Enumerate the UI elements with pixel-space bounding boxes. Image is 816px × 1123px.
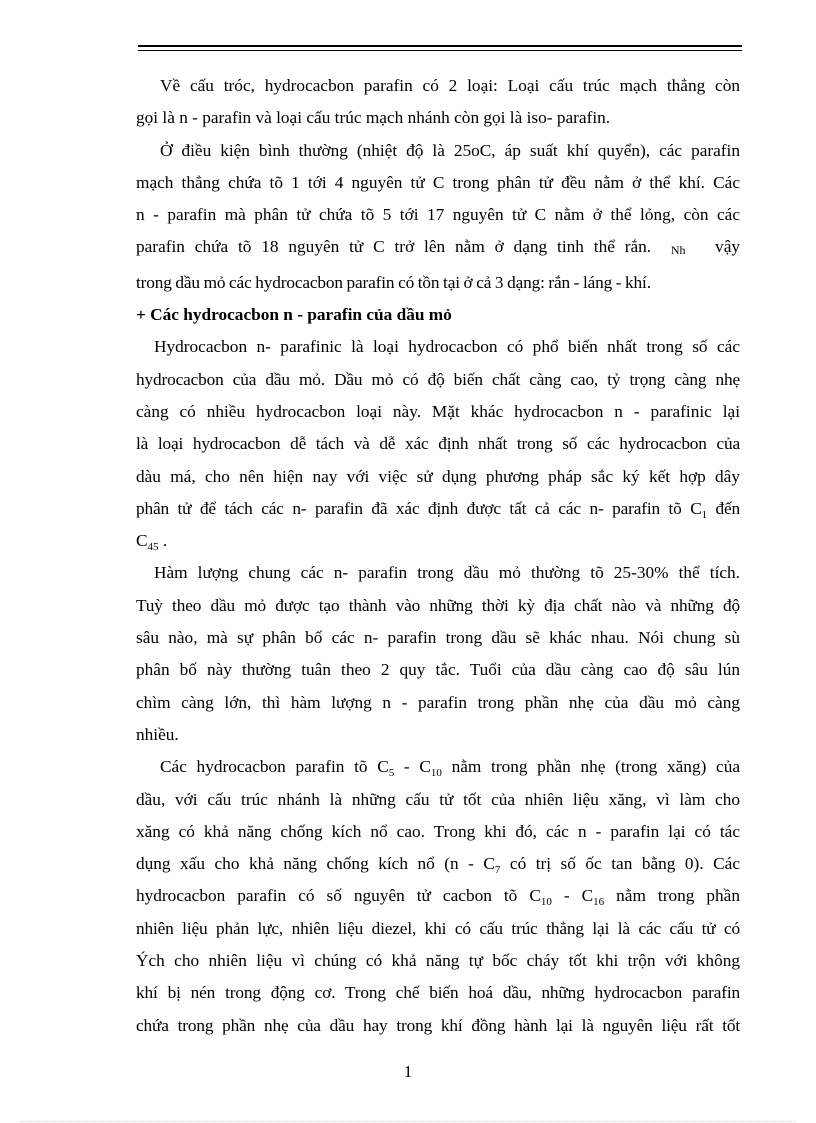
paragraph-line: là loại hydrocacbon dễ tách và dễ xác định nhất trong số các hydrocacbon của bbox=[136, 434, 740, 454]
paragraph-line bbox=[136, 880, 740, 912]
paragraph-line: n - parafin mà phân tử chứa tõ 5 tới 17 nguyên tử C nằm ở thể lỏng, còn các bbox=[136, 205, 740, 225]
text-run: oC, áp suất khí quyển), các parafin bbox=[471, 140, 740, 160]
paragraph-line: gọi là n - parafin và loại cấu trúc mạch nhánh còn gọi là iso- parafin. bbox=[136, 108, 611, 128]
text-run: hydrocacbon parafin có số nguyên tử cacbon tõ C bbox=[136, 886, 541, 906]
paragraph-line bbox=[136, 525, 740, 557]
text-run: - C bbox=[551, 886, 594, 906]
paragraph-line: nhiều. bbox=[136, 724, 179, 744]
subscript: 10 bbox=[430, 767, 442, 780]
paragraph-line: dàu má, cho nên hiện nay với việc sử dụng phương pháp sắc ký kết hợp dây bbox=[136, 466, 740, 486]
paragraph-line: hydrocacbon của dầu mỏ. Dầu mỏ có độ biến chất càng cao, tỷ trọng càng nhẹ bbox=[136, 369, 740, 389]
paragraph-line bbox=[136, 231, 740, 266]
text-run: - C bbox=[394, 757, 431, 777]
subscript: 5 bbox=[388, 767, 395, 780]
text-run: nằm trong phần bbox=[604, 886, 740, 906]
paragraph-line: chứa trong phần nhẹ của dầu hay trong khí đồng hành lại là nguyên liệu rất tốt bbox=[136, 1015, 740, 1035]
paragraph-line: khí bị nén trong động cơ. Trong chế biến hoá dầu, những hydrocacbon parafin bbox=[136, 983, 740, 1003]
subscript: 1 bbox=[701, 508, 707, 521]
paragraph-line: càng có nhiều hydrocacbon loại này. Mặt khác hydrocacbon n - parafinic lại bbox=[136, 401, 740, 421]
subscript: 10 bbox=[540, 896, 552, 909]
paragraph-line: Hydrocacbon n- parafinic là loại hydrocacbon có phổ biến nhất trong số các bbox=[154, 337, 740, 357]
text-run: vậy bbox=[715, 237, 740, 257]
text-run: parafin chứa tõ 18 nguyên tử C trở lên nằm ở dạng tinh thể rắn. bbox=[136, 237, 652, 257]
text-run: nằm trong phần nhẹ (trong xăng) của bbox=[441, 757, 741, 777]
page-body bbox=[136, 70, 740, 1042]
header-rule-thick bbox=[138, 45, 742, 47]
paragraph-line bbox=[136, 493, 740, 525]
text-run: Ở điều kiện bình thường (nhiệt độ là 25 bbox=[160, 140, 472, 160]
paragraph-line: phân bố này thường tuân theo 2 quy tắc. Tuổi của dầu càng cao độ sâu lún bbox=[136, 660, 740, 680]
paragraph-line: Về cấu tróc, hydrocacbon parafin có 2 loại: Loại cấu trúc mạch thẳng còn bbox=[160, 76, 740, 95]
text-run: Nh bbox=[670, 243, 686, 258]
text-run: C bbox=[136, 531, 148, 551]
paragraph-line bbox=[136, 135, 740, 167]
section-heading: + Các hydrocacbon n - parafin của dầu mỏ bbox=[136, 305, 452, 325]
paragraph-line: Ých cho nhiên liệu vì chúng có khả năng tự bốc cháy tốt khi trộn với không bbox=[136, 951, 740, 971]
header-rule-thin bbox=[138, 50, 742, 51]
paragraph-line: Tuỳ theo dầu mỏ được tạo thành vào những thời kỳ địa chất nào và những độ bbox=[136, 595, 740, 615]
subscript: 45 bbox=[147, 541, 159, 554]
paragraph-line: xăng có khả năng chống kích nổ cao. Trong khi đó, các n - parafin lại có tác bbox=[136, 821, 740, 841]
text-run: phân tử để tách các n- parafin đã xác định được tất cả các n- parafin tõ C bbox=[136, 498, 702, 518]
paragraph-line: nhiên liệu phản lực, nhiên liệu diezel, khi có cấu trúc thẳng lại là các cấu tử có bbox=[136, 918, 740, 938]
footer-divider bbox=[20, 1121, 796, 1122]
paragraph-line: Hàm lượng chung các n- parafin trong dầu mỏ thường tõ 25-30% thể tích. bbox=[154, 563, 740, 583]
subscript: 16 bbox=[593, 896, 605, 909]
text-run: đến bbox=[706, 498, 740, 518]
text-run: có trị số ốc tan bằng 0). Các bbox=[500, 854, 740, 874]
page-number: 1 bbox=[403, 1062, 413, 1081]
subscript: 7 bbox=[494, 864, 501, 877]
paragraph-line: sâu nào, mà sự phân bố các n- parafin trong dầu sẽ khác nhau. Nói chung sù bbox=[136, 628, 740, 648]
text-run: . bbox=[158, 531, 168, 551]
text-run: Các hydrocacbon parafin tõ C bbox=[160, 757, 389, 777]
paragraph-line: trong dầu mỏ các hydrocacbon parafin có tồn tại ở cả 3 dạng: rắn - láng - khí. bbox=[136, 272, 651, 292]
paragraph-line: chìm càng lớn, thì hàm lượng n - parafin trong phần nhẹ của dầu mỏ càng bbox=[136, 692, 740, 712]
paragraph-line bbox=[136, 848, 740, 880]
paragraph-line: mạch thẳng chứa tõ 1 tới 4 nguyên tử C trong phân tử đều nằm ở thể khí. Các bbox=[136, 172, 740, 192]
paragraph-line: dầu, với cấu trúc nhánh là những cấu tử tốt của nhiên liệu xăng, vì làm cho bbox=[136, 789, 740, 809]
paragraph-line bbox=[136, 751, 740, 783]
text-run: dụng xấu cho khả năng chống kích nổ (n - C bbox=[136, 854, 495, 874]
